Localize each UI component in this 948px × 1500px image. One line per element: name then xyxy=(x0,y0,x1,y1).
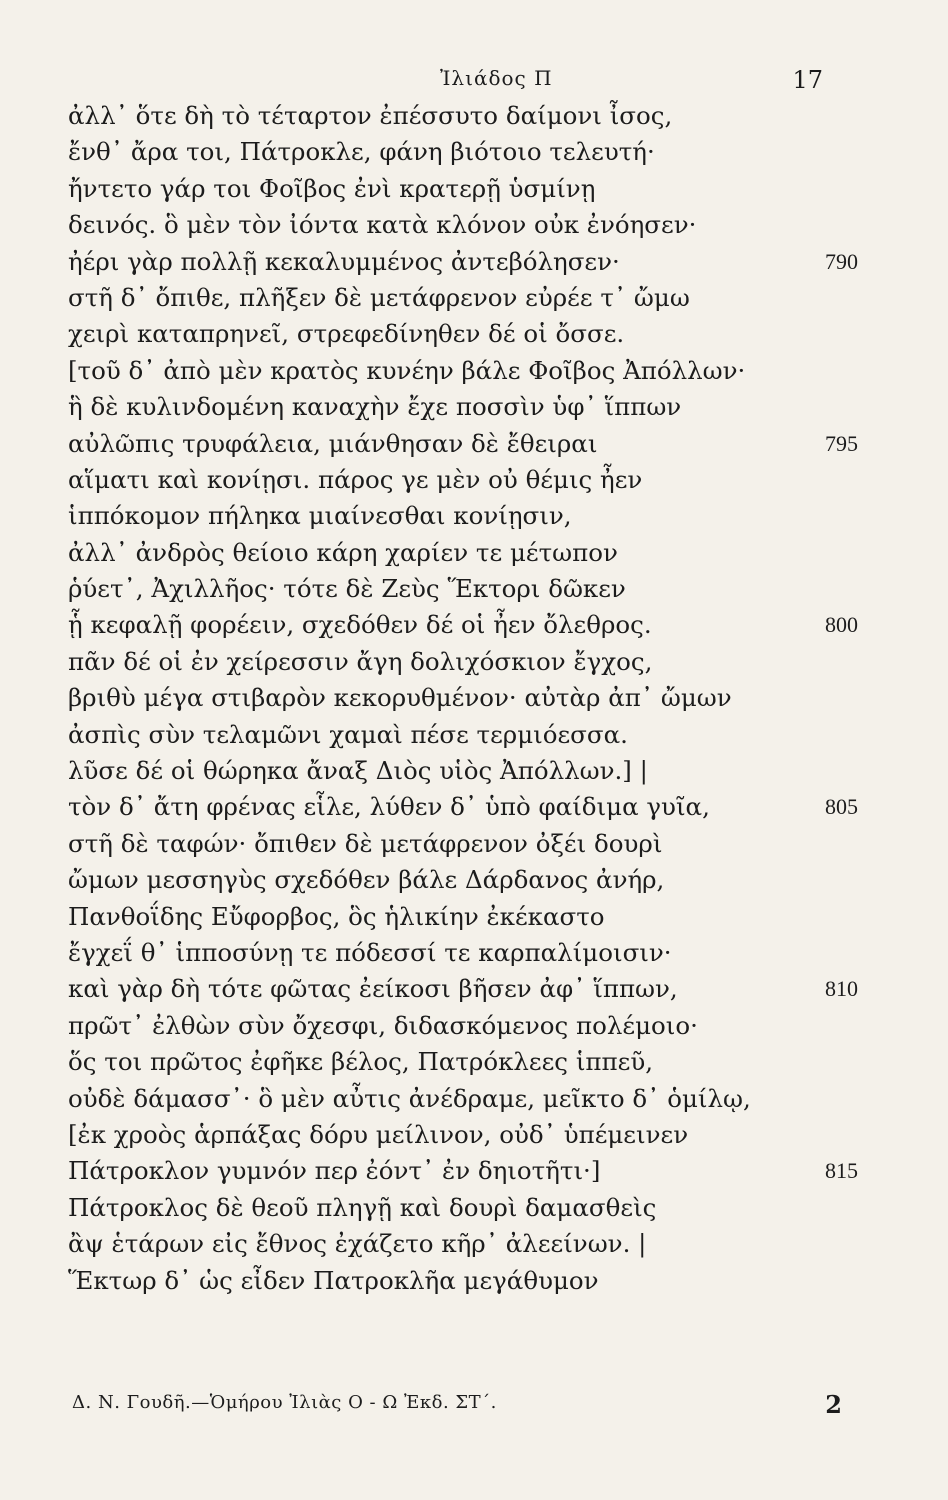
verse-text: ἀλλ᾽ ἀνδρὸς θείοιο κάρη χαρίεν τε μέτωπον xyxy=(68,537,618,567)
verse-text: πρῶτ᾽ ἐλθὼν σὺν ὄχεσφι, διδασκόμενος πολέμοιο· xyxy=(68,1010,698,1040)
verse-line xyxy=(68,134,848,170)
verse-text: τὸν δ᾽ ἄτη φρένας εἷλε, λύθεν δ᾽ ὑπὸ φαίδιμα γυῖα, xyxy=(68,792,710,822)
verse-line xyxy=(68,680,848,716)
verse-line xyxy=(68,462,848,498)
verse-text: ἱππόκομον πήληκα μιαίνεσθαι κονίῃσιν, xyxy=(68,501,572,531)
verse-line xyxy=(68,1008,848,1044)
verse-text: ἔνθ᾽ ἄρα τοι, Πάτροκλε, φάνη βιότοιο τελευτή· xyxy=(68,137,655,167)
verse-text: ἀσπὶς σὺν τελαμῶνι χαμαὶ πέσε τερμιόεσσα. xyxy=(68,719,628,749)
verse-text: στῆ δὲ ταφών· ὄπιθεν δὲ μετάφρενον ὀξέι δουρὶ xyxy=(68,828,663,858)
verse-line xyxy=(68,1226,848,1262)
footer xyxy=(72,1392,842,1424)
verse-line xyxy=(68,1044,848,1080)
running-head xyxy=(0,66,948,96)
verse-line xyxy=(68,353,848,389)
verse-line xyxy=(68,862,848,898)
running-title: Ἰλιάδος Π xyxy=(440,66,553,90)
verse-text: καὶ γὰρ δὴ τότε φῶτας ἐείκοσι βῆσεν ἀφ᾽ ἵππων, xyxy=(68,974,678,1004)
verse-text: [τοῦ δ᾽ ἀπὸ μὲν κρατὸς κυνέην βάλε Φοῖβος Ἀπόλλων· xyxy=(68,355,746,385)
verse-line xyxy=(68,426,858,462)
verse-line xyxy=(68,607,858,643)
verse-text: ὅς τοι πρῶτος ἐφῆκε βέλος, Πατρόκλεες ἱππεῦ, xyxy=(68,1047,653,1077)
verse-text: ἔγχεΐ θ᾽ ἱπποσύνῃ τε πόδεσσί τε καρπαλίμοισιν· xyxy=(68,937,672,967)
verse-line xyxy=(68,644,848,680)
verse-text: ὤμων μεσσηγὺς σχεδόθεν βάλε Δάρδανος ἀνήρ, xyxy=(68,865,665,895)
verse-line xyxy=(68,535,848,571)
verse-number: 815 xyxy=(825,1158,858,1184)
verse-text: αὐλῶπις τρυφάλεια, μιάνθησαν δὲ ἔθειραι xyxy=(68,428,598,458)
verse-number: 790 xyxy=(825,248,858,274)
verse-line xyxy=(68,280,848,316)
verse-text: ἤντετο γάρ τοι Φοῖβος ἐνὶ κρατερῇ ὑσμίνῃ xyxy=(68,173,596,203)
verse-text: πᾶν δέ οἱ ἐν χείρεσσιν ἄγη δολιχόσκιον ἔγχος, xyxy=(68,646,653,676)
verse-line xyxy=(68,1263,848,1299)
verse-text: ἀλλ᾽ ὅτε δὴ τὸ τέταρτον ἐπέσσυτο δαίμονι ἶσος, xyxy=(68,101,673,130)
verse-line xyxy=(68,389,848,425)
verse-line xyxy=(68,1190,848,1226)
verse-text: βριθὺ μέγα στιβαρὸν κεκορυθμένον· αὐτὰρ ἀπ᾽ ὤμων xyxy=(68,683,732,713)
verse-line xyxy=(68,207,848,243)
verse-text: ἠέρι γὰρ πολλῇ κεκαλυμμένος ἀντεβόλησεν· xyxy=(68,246,620,276)
verse-line xyxy=(68,1153,858,1189)
verse-line xyxy=(68,171,848,207)
verse-text: ἣ δὲ κυλινδομένη καναχὴν ἔχε ποσσὶν ὑφ᾽ ἵππων xyxy=(68,392,682,422)
verse-block xyxy=(68,98,858,1299)
verse-line xyxy=(68,826,848,862)
verse-line xyxy=(68,789,858,825)
verse-text: στῆ δ᾽ ὄπιθε, πλῆξεν δὲ μετάφρενον εὐρέε τ᾽ ὤμω xyxy=(68,282,690,312)
verse-line xyxy=(68,717,848,753)
verse-line xyxy=(68,971,858,1007)
verse-line xyxy=(68,935,848,971)
verse-text: Πανθοΐδης Εὔφορβος, ὃς ἡλικίην ἐκέκαστο xyxy=(68,901,605,931)
footer-publisher-line: Δ. Ν. Γουδῆ.—Ὁμήρου Ἰλιὰς Ο - Ω Ἐκδ. ΣΤ΄. xyxy=(72,1392,497,1413)
verse-line xyxy=(68,498,848,534)
verse-line xyxy=(68,1081,848,1117)
verse-text: ᾗ κεφαλῇ φορέειν, σχεδόθεν δέ οἱ ἦεν ὄλεθρος. xyxy=(68,610,652,640)
verse-number: 810 xyxy=(825,976,858,1002)
verse-text: Πάτροκλον γυμνόν περ ἐόντ᾽ ἐν δηιοτῆτι·] xyxy=(68,1156,601,1186)
verse-text: οὐδὲ δάμασσ᾽· ὃ μὲν αὖτις ἀνέδραμε, μεῖκτο δ᾽ ὁμίλῳ, xyxy=(68,1083,751,1113)
verse-text: δεινός. ὃ μὲν τὸν ἰόντα κατὰ κλόνον οὐκ ἐνόησεν· xyxy=(68,210,697,240)
verse-number: 795 xyxy=(825,430,858,456)
verse-line xyxy=(68,571,848,607)
verse-line xyxy=(68,244,858,280)
verse-line xyxy=(68,753,848,789)
printer-signature-mark: 2 xyxy=(825,1390,842,1419)
verse-line xyxy=(68,316,848,352)
verse-text: χειρὶ καταπρηνεῖ, στρεφεδίνηθεν δέ οἱ ὄσσε. xyxy=(68,319,625,349)
verse-text: Πάτροκλος δὲ θεοῦ πληγῇ καὶ δουρὶ δαμασθεὶς xyxy=(68,1192,657,1222)
verse-number: 805 xyxy=(825,794,858,820)
verse-text: Ἕκτωρ δ᾽ ὡς εἶδεν Πατροκλῆα μεγάθυμον xyxy=(68,1265,599,1295)
verse-line xyxy=(68,899,848,935)
verse-line xyxy=(68,1117,848,1153)
verse-text: λῦσε δέ οἱ θώρηκα ἄναξ Διὸς υἱὸς Ἀπόλλων.] | xyxy=(68,756,648,786)
page-number: 17 xyxy=(792,66,823,94)
verse-text: ῥύετ᾽, Ἀχιλλῆος· τότε δὲ Ζεὺς Ἕκτορι δῶκεν xyxy=(68,574,626,604)
verse-number: 800 xyxy=(825,612,858,638)
verse-text: [ἐκ χροὸς ἁρπάξας δόρυ μείλινον, οὐδ᾽ ὑπέμεινεν xyxy=(68,1119,689,1149)
verse-text: ἂψ ἑτάρων εἰς ἔθνος ἐχάζετο κῆρ᾽ ἀλεείνων. | xyxy=(68,1229,647,1259)
verse-line xyxy=(68,98,848,134)
verse-text: αἵματι καὶ κονίῃσι. πάρος γε μὲν οὐ θέμις ἦεν xyxy=(68,464,643,494)
